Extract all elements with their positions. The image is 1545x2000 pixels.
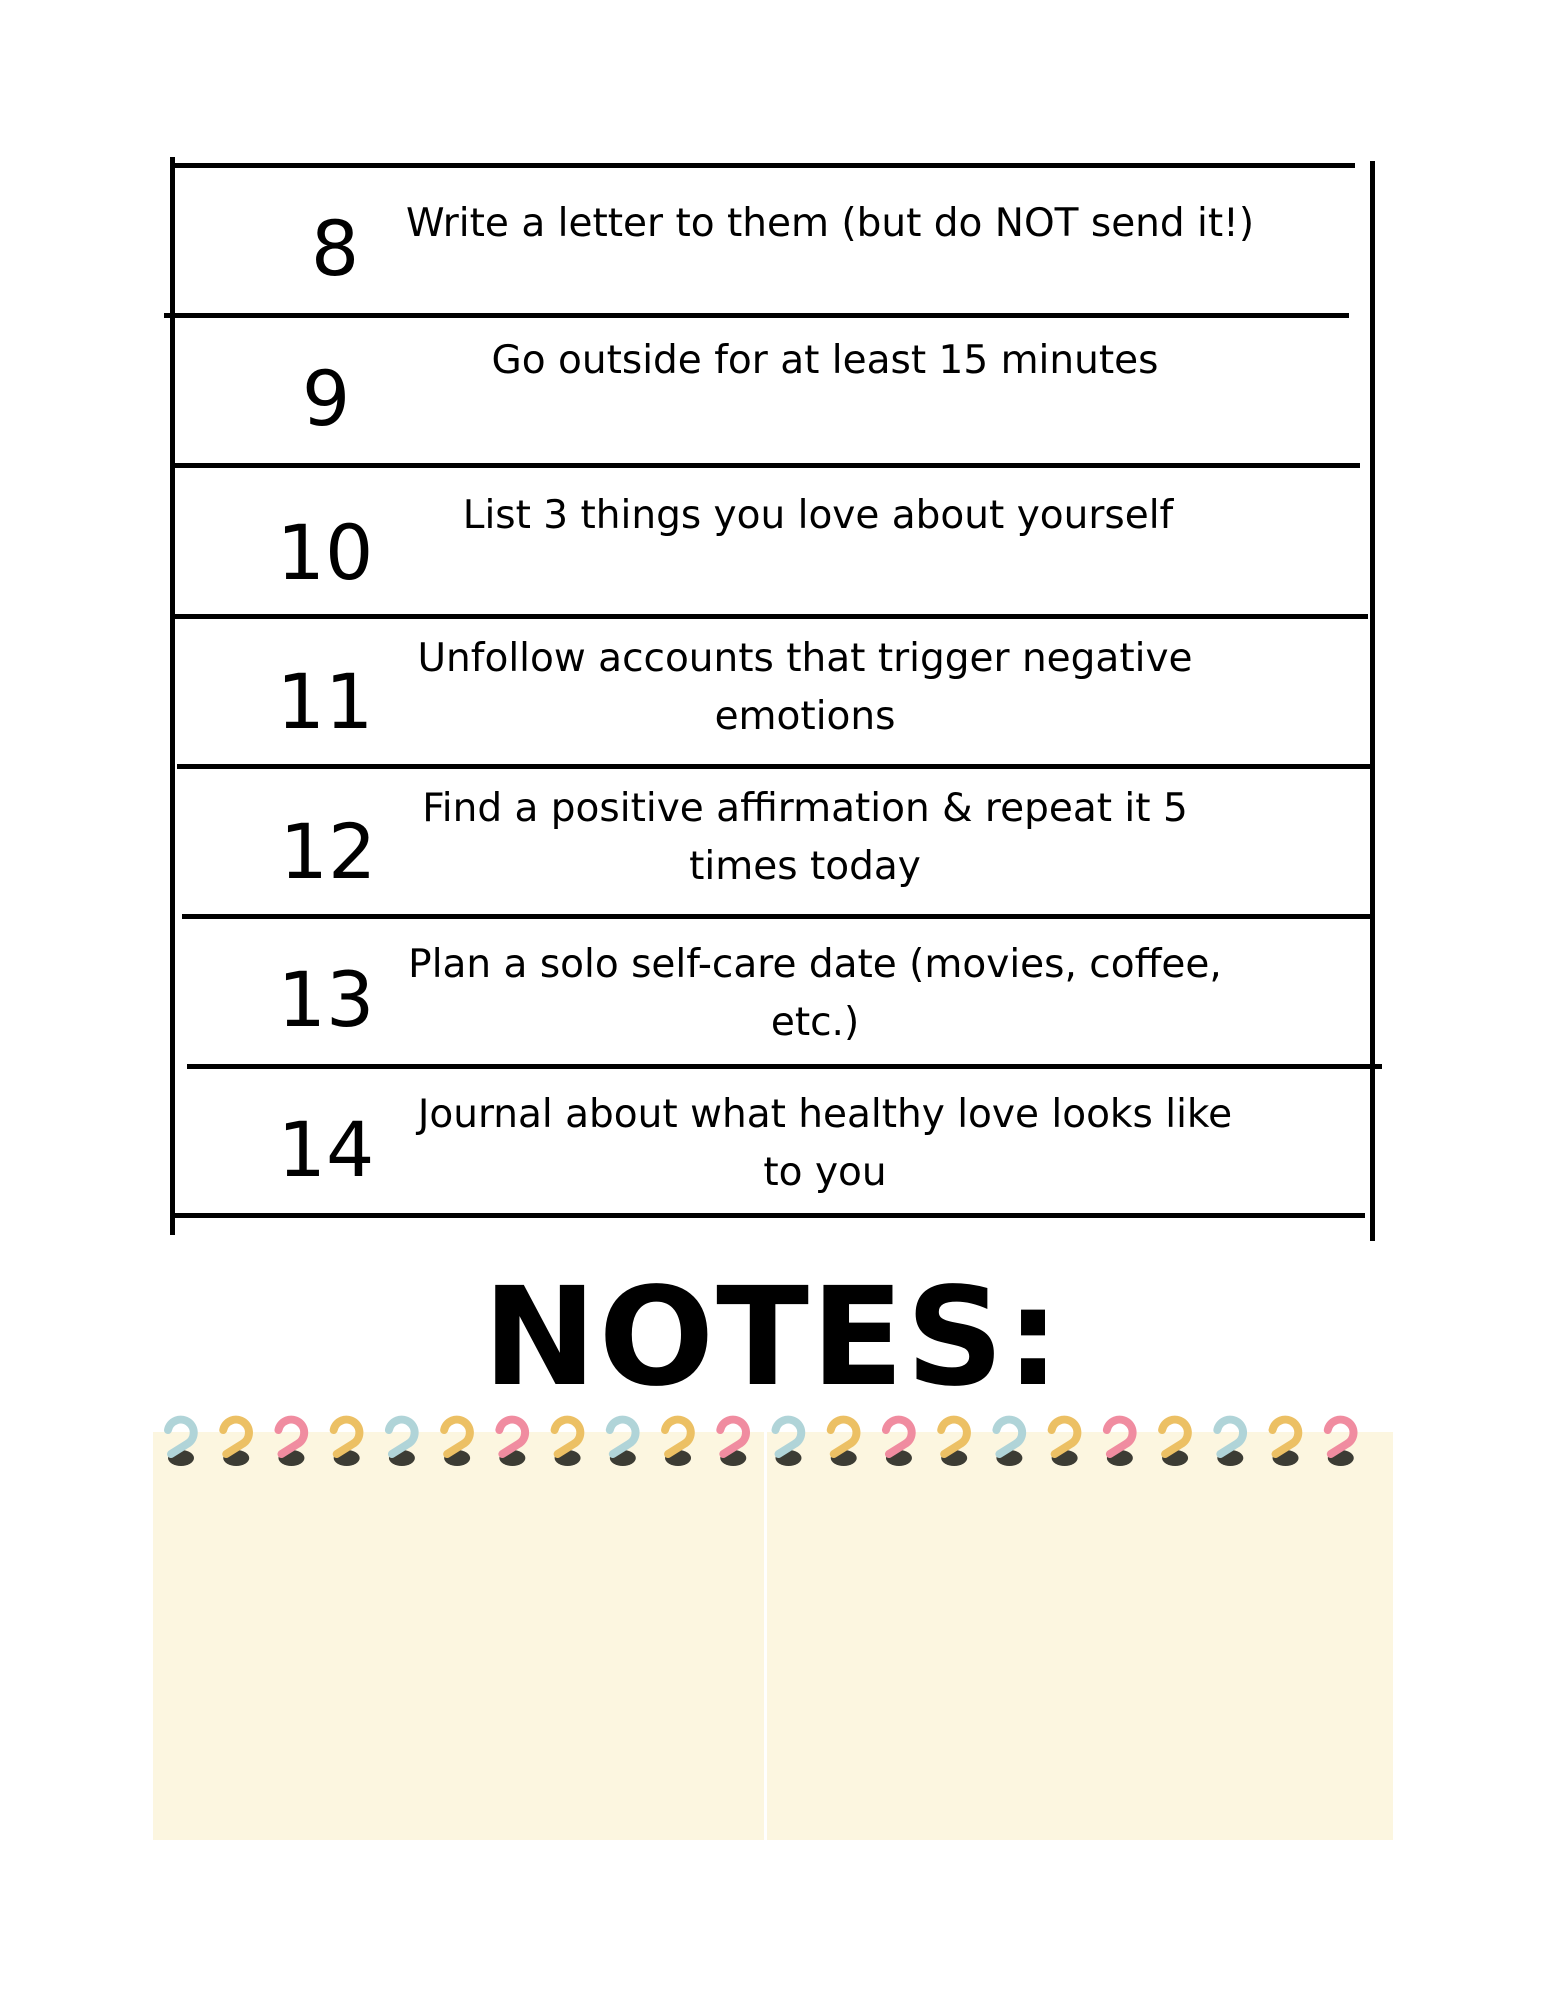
spiral-ring bbox=[831, 1420, 857, 1466]
spiral-ring bbox=[886, 1420, 912, 1466]
spiral-ring bbox=[941, 1420, 967, 1466]
day-number: 12 bbox=[279, 807, 377, 896]
spiral-ring bbox=[334, 1420, 360, 1466]
spiral-ring bbox=[1328, 1420, 1354, 1466]
spiral-ring bbox=[389, 1420, 415, 1466]
task-text: Journal about what healthy love looks like to you bbox=[417, 1092, 1233, 1195]
spiral-ring bbox=[555, 1420, 581, 1466]
notepad bbox=[153, 1410, 1393, 1840]
table-row bbox=[170, 614, 1375, 764]
spiral-ring bbox=[776, 1420, 802, 1466]
day-number: 14 bbox=[277, 1105, 375, 1194]
spiral-ring bbox=[444, 1420, 470, 1466]
spiral-ring bbox=[278, 1420, 304, 1466]
table-row bbox=[170, 313, 1375, 463]
spiral-ring bbox=[223, 1420, 249, 1466]
task-text: Write a letter to them (but do NOT send it!) bbox=[405, 201, 1255, 246]
task-text: Find a positive affirmation & repeat it 5 times today bbox=[422, 786, 1188, 889]
task-text: Go outside for at least 15 minutes bbox=[491, 338, 1159, 383]
spiral-ring bbox=[1107, 1420, 1133, 1466]
day-number: 11 bbox=[276, 657, 374, 746]
spiral-ring bbox=[1052, 1420, 1078, 1466]
task-text: List 3 things you love about yourself bbox=[462, 493, 1174, 538]
notepad-page-right[interactable] bbox=[767, 1432, 1393, 1840]
task-text: Plan a solo self-care date (movies, coffee, etc.) bbox=[408, 942, 1222, 1045]
spiral-binding bbox=[153, 1410, 1393, 1470]
spiral-ring bbox=[1273, 1420, 1299, 1466]
table-row bbox=[170, 463, 1375, 613]
day-number: 9 bbox=[301, 354, 351, 443]
day-number: 13 bbox=[277, 955, 375, 1044]
table-row bbox=[170, 163, 1375, 313]
spiral-ring bbox=[996, 1420, 1022, 1466]
task-text: Unfollow accounts that trigger negative emotions bbox=[417, 636, 1193, 739]
spiral-ring bbox=[610, 1420, 636, 1466]
spiral-ring bbox=[1162, 1420, 1188, 1466]
spiral-ring bbox=[665, 1420, 691, 1466]
challenge-table bbox=[170, 163, 1375, 1248]
spiral-ring bbox=[1217, 1420, 1243, 1466]
notepad-page-left[interactable] bbox=[153, 1432, 764, 1840]
table-row bbox=[170, 764, 1375, 914]
spiral-ring bbox=[720, 1420, 746, 1466]
day-number: 10 bbox=[276, 508, 374, 597]
table-row bbox=[170, 1064, 1375, 1214]
table-row bbox=[170, 914, 1375, 1064]
notes-heading: NOTES: bbox=[482, 1259, 1063, 1417]
spiral-ring bbox=[499, 1420, 525, 1466]
day-number: 8 bbox=[310, 204, 360, 293]
spiral-ring bbox=[168, 1420, 194, 1466]
